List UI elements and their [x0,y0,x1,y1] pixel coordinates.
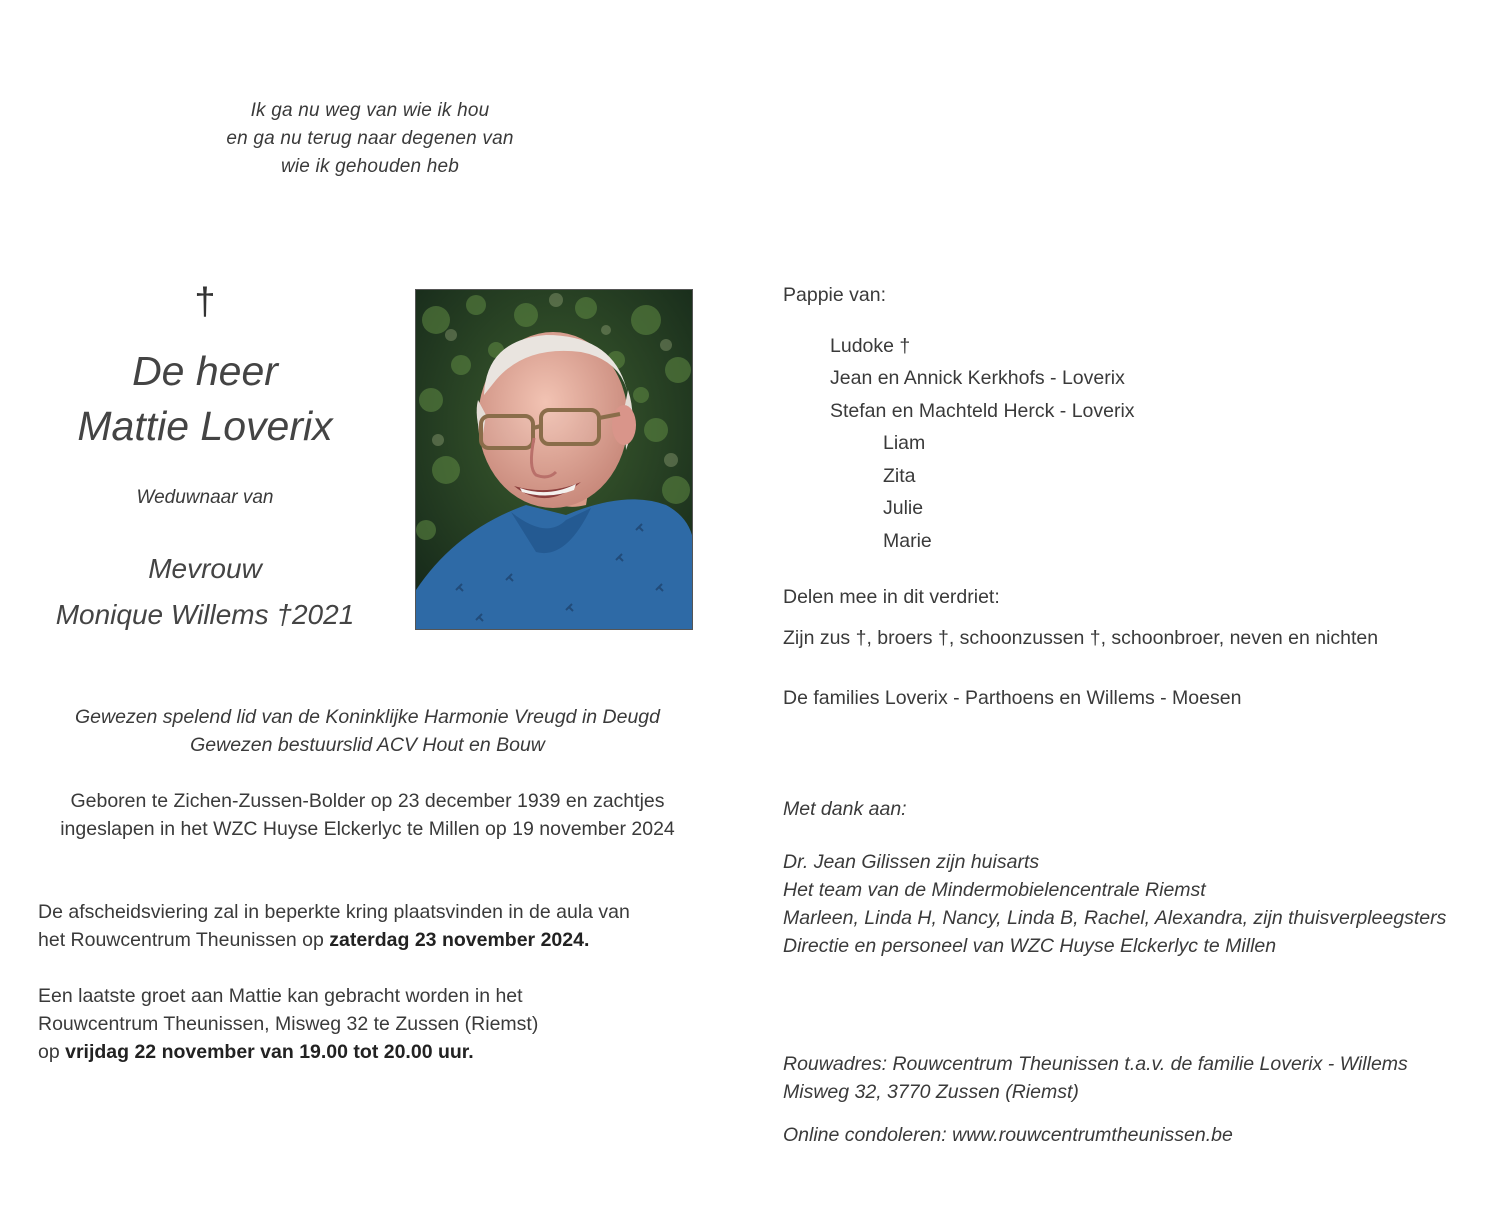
address-line: Rouwadres: Rouwcentrum Theunissen t.a.v. de familie Loverix - Willems [783,1053,1408,1075]
deceased-name: Mattie Loverix [77,403,333,449]
widow-label: Weduwnaar van [136,487,274,508]
portrait-photo [415,289,693,630]
role-line: Gewezen bestuurslid ACV Hout en Bouw [190,734,545,756]
child-name: Ludoke † [830,335,911,357]
ceremony-info [38,898,718,954]
deceased-name-block [20,344,390,454]
grandchild-name: Liam [883,432,926,454]
thanks-label: Met dank aan: [783,798,907,820]
role-line: Gewezen spelend lid van de Koninklijke Harmonie Vreugd in Deugd [75,706,660,728]
birth-line: Geboren te Zichen-Zussen-Bolder op 23 december 1939 en zachtjes [70,790,665,812]
visit-line: Rouwcentrum Theunissen, Misweg 32 te Zussen (Riemst) [38,1013,539,1035]
spouse-name: Monique Willems †2021 [55,599,355,630]
share-families: De families Loverix - Parthoens en Willems - Moesen [783,687,1242,709]
poem-line: en ga nu terug naar degenen van [226,128,514,149]
ceremony-line: De afscheidsviering zal in beperkte kring plaatsvinden in de aula van [38,901,630,923]
child-name: Stefan en Machteld Herck - Loverix [830,400,1135,422]
cross-icon: † [194,281,216,323]
child-name: Jean en Annick Kerkhofs - Loverix [830,367,1125,389]
poem-line: wie ik gehouden heb [280,156,460,177]
ceremony-text: het Rouwcentrum Theunissen op [38,929,330,951]
visit-line: Een laatste groet aan Mattie kan gebracht worden in het [38,985,523,1007]
visit-info [38,982,718,1066]
deceased-salutation: De heer [132,348,278,394]
share-label: Delen mee in dit verdriet: [783,586,1000,608]
poem [150,97,590,181]
thanks-line: Marleen, Linda H, Nancy, Linda B, Rachel, Alexandra, zijn thuisverpleegsters [783,907,1447,929]
thanks-list [783,848,1446,960]
online-condolence: Online condoleren: www.rouwcentrumtheunissen.be [783,1124,1233,1146]
ceremony-line [38,926,718,954]
share-relatives: Zijn zus †, broers †, schoonzussen †, schoonbroer, neven en nichten [783,627,1379,649]
birth-line: ingeslapen in het WZC Huyse Elckerlyc te Millen op 19 november 2024 [60,818,675,840]
ceremony-date: zaterdag 23 november 2024. [329,929,590,951]
poem-line: Ik ga nu weg van wie ik hou [250,100,490,121]
spouse-block [20,546,390,638]
portrait-photo-icon [416,290,693,630]
grandchild-name: Julie [883,497,924,519]
grandchild-name: Zita [883,465,916,487]
grandchild-name: Marie [883,530,932,552]
mourning-address [783,1050,1408,1106]
roles [20,703,715,759]
thanks-line: Het team van de Mindermobielencentrale Riemst [783,879,1206,901]
thanks-line: Dr. Jean Gilissen zijn huisarts [783,851,1040,873]
thanks-line: Directie en personeel van WZC Huyse Elckerlyc te Millen [783,935,1277,957]
visit-line [38,1038,718,1066]
spouse-salutation: Mevrouw [148,553,262,584]
family-label: Pappie van: [783,284,886,306]
visit-text: op [38,1041,66,1063]
visit-time: vrijdag 22 november van 19.00 tot 20.00 uur. [65,1041,474,1063]
address-line: Misweg 32, 3770 Zussen (Riemst) [783,1081,1079,1103]
birth-info [20,787,715,843]
